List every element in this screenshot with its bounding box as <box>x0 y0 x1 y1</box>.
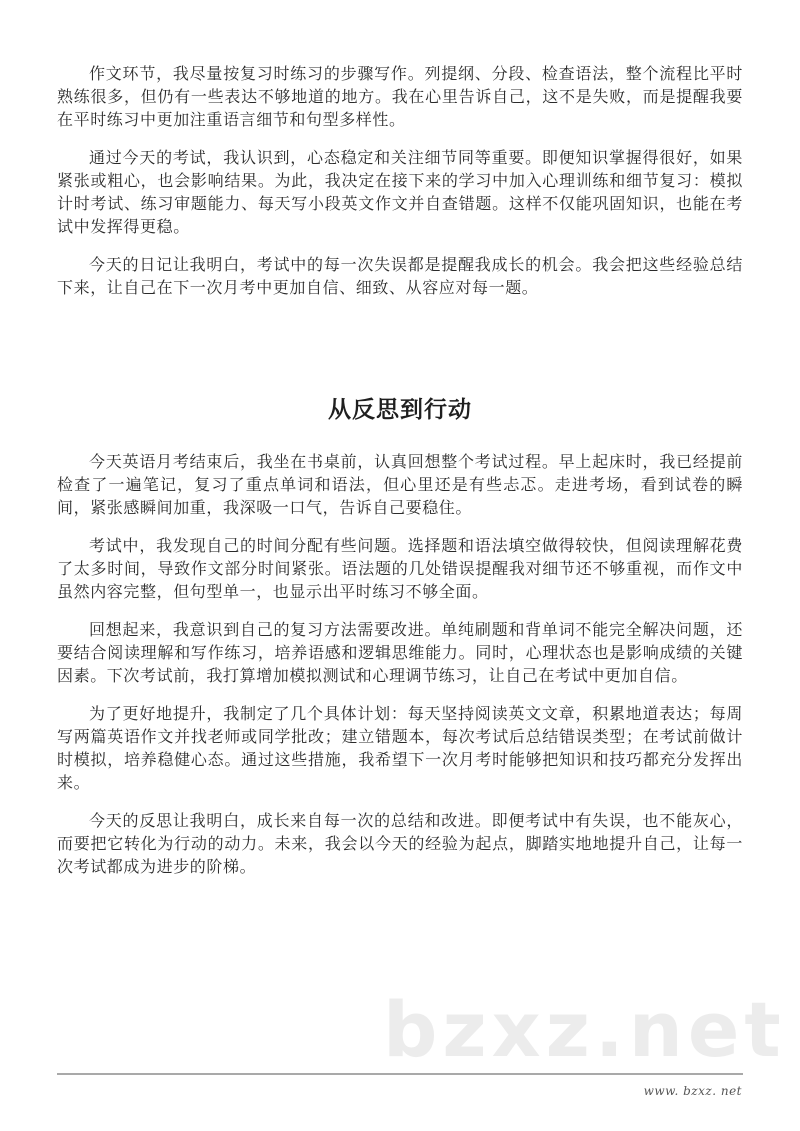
paragraph: 通过今天的考试，我认识到，心态稳定和关注细节同等重要。即便知识掌握得很好，如果紧张或粗心，也会影响结果。为此，我决定在接下来的学习中加入心理训练和细节复习：模拟计时考试、练习审题能力、每天写小段英文作文并自查错题。这样不仅能巩固知识，也能在考试中发挥得更稳。 <box>57 148 743 236</box>
paragraph: 今天的反思让我明白，成长来自每一次的总结和改进。即便考试中有失误，也不能灰心，而要把它转化为行动的动力。未来，我会以今天的经验为起点，脚踏实地地提升自己，让每一次考试都成为进步的阶梯。 <box>57 811 743 876</box>
section-title: 从反思到行动 <box>328 397 472 423</box>
footer-divider <box>57 1073 743 1075</box>
paragraph: 回想起来，我意识到自己的复习方法需要改进。单纯刷题和背单词不能完全解决问题，还要结合阅读理解和写作练习，培养语感和逻辑思维能力。同时，心理状态也是影响成绩的关键因素。下次考试前，我打算增加模拟测试和心理调节练习，让自己在考试中更加自信。 <box>57 620 743 685</box>
watermark-logo: bzxz.net <box>383 985 786 1074</box>
paragraph: 作文环节，我尽量按复习时练习的步骤写作。列提纲、分段、检查语法，整个流程比平时熟练很多，但仍有一些表达不够地道的地方。我在心里告诉自己，这不是失败，而是提醒我要在平时练习中更加注重语言细节和句型多样性。 <box>57 64 743 129</box>
paragraph: 今天的日记让我明白，考试中的每一次失误都是提醒我成长的机会。我会把这些经验总结下来，让自己在下一次月考中更加自信、细致、从容应对每一题。 <box>57 255 743 297</box>
diary-section-previous <box>57 62 743 314</box>
paragraph: 考试中，我发现自己的时间分配有些问题。选择题和语法填空做得较快，但阅读理解花费了太多时间，导致作文部分时间紧张。语法题的几处错误提醒我对细节还不够重视，而作文中虽然内容完整，但句型单一，也显示出平时练习不够全面。 <box>57 536 743 601</box>
footer-url: www. bzxz. net <box>643 1084 742 1098</box>
diary-section-reflection-to-action <box>57 450 743 893</box>
paragraph: 为了更好地提升，我制定了几个具体计划：每天坚持阅读英文文章，积累地道表达；每周写两篇英语作文并找老师或同学批改；建立错题本，每次考试后总结错误类型；在考试前做计时模拟，培养稳健心态。通过这些措施，我希望下一次月考时能够把知识和技巧都充分发挥出来。 <box>57 704 743 792</box>
paragraph: 今天英语月考结束后，我坐在书桌前，认真回想整个考试过程。早上起床时，我已经提前检查了一遍笔记，复习了重点单词和语法，但心里还是有些忐忑。走进考场，看到试卷的瞬间，紧张感瞬间加重，我深吸一口气，告诉自己要稳住。 <box>57 452 743 517</box>
